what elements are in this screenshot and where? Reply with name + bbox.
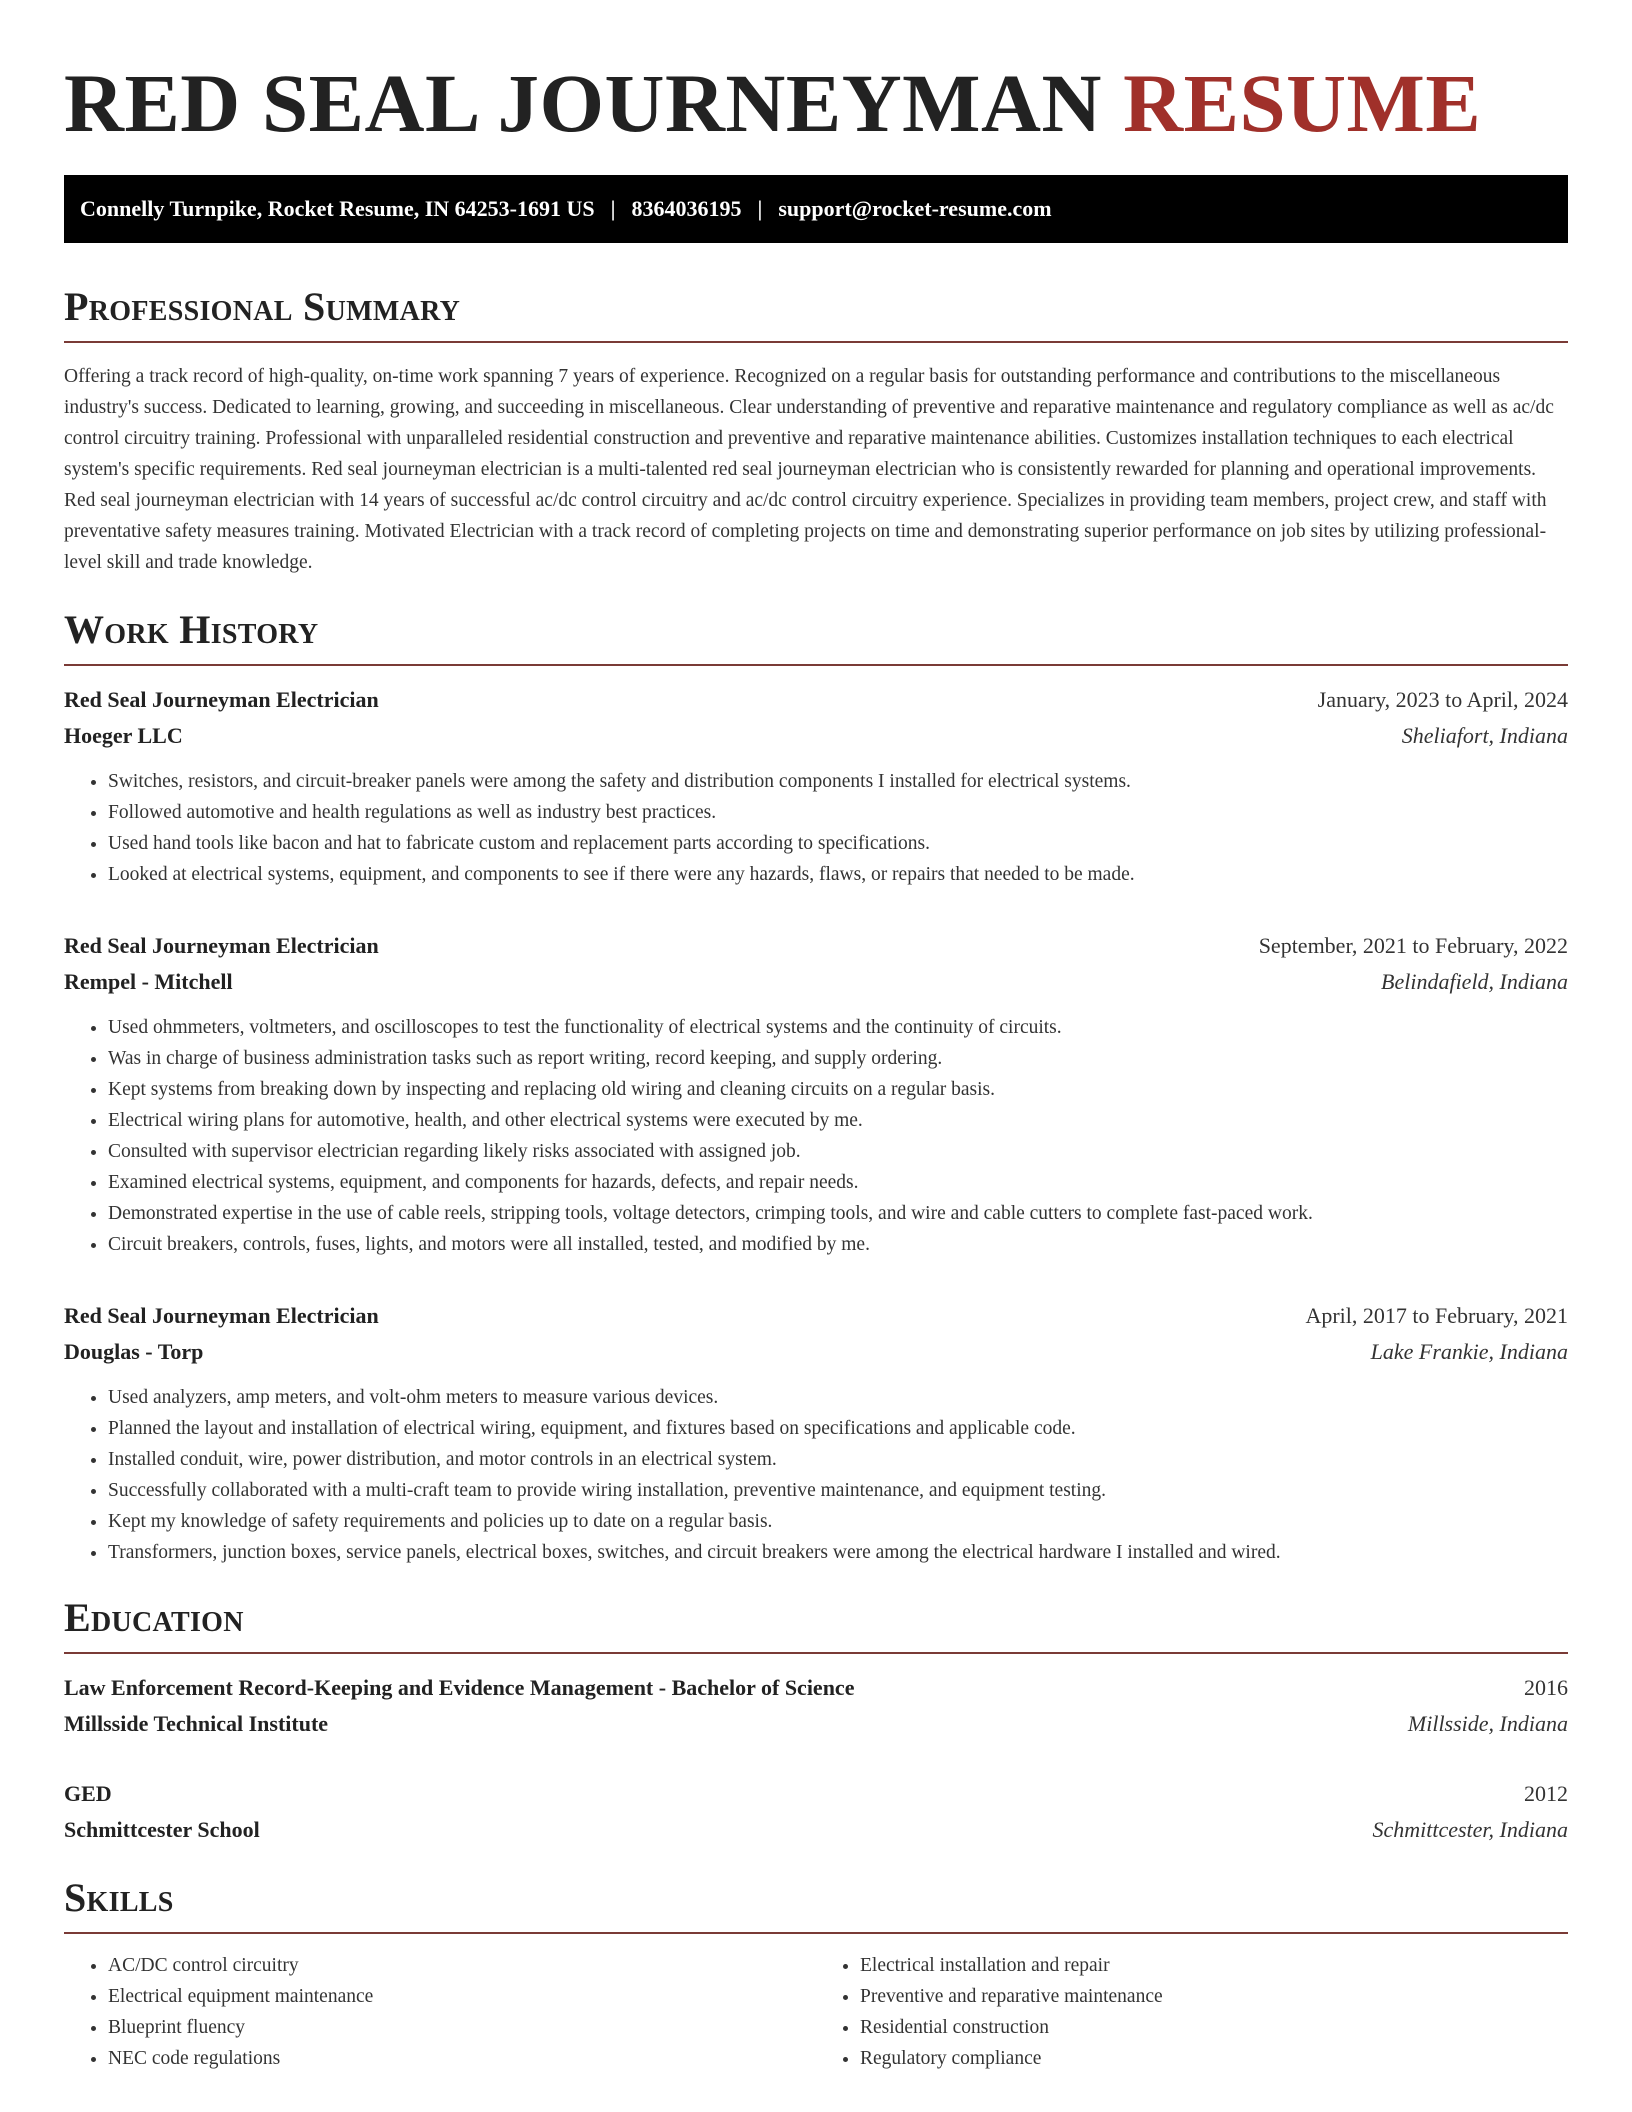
job-entry: [64, 682, 1568, 890]
contact-address: Connelly Turnpike, Rocket Resume, IN 64253-1691 US: [80, 196, 595, 222]
job-entry: [64, 928, 1568, 1260]
job-duty: • Demonstrated expertise in the use of cable reels, stripping tools, voltage detectors, crimping tools, and wire and cable cutters to complete fast-paced work.: [108, 1198, 1568, 1229]
job-duty: • Followed automotive and health regulations as well as industry best practices.: [108, 797, 1568, 828]
summary-section: [64, 285, 1568, 578]
job-dates: April, 2017 to February, 2021: [1305, 1303, 1568, 1329]
job-duty: • Kept my knowledge of safety requirements and policies up to date on a regular basis.: [108, 1506, 1568, 1537]
job-location: Sheliafort, Indiana: [1401, 723, 1568, 749]
job-duty: • Looked at electrical systems, equipment, and components to see if there were any hazards, flaws, or repairs that needed to be made.: [108, 859, 1568, 890]
contact-email: support@rocket-resume.com: [778, 196, 1052, 222]
education-location: Millsside, Indiana: [1407, 1711, 1568, 1737]
job-duty: • Successfully collaborated with a multi-craft team to provide wiring installation, preventive maintenance, and equipment testing.: [108, 1475, 1568, 1506]
contact-separator: |: [610, 196, 616, 222]
education-year: 2016: [1524, 1675, 1568, 1701]
job-duty: • Kept systems from breaking down by inspecting and replacing old wiring and cleaning circuits on a regular basis.: [108, 1074, 1568, 1105]
education-degree: GED: [64, 1781, 112, 1807]
job-company: Hoeger LLC: [64, 723, 183, 749]
skill-item: • Residential construction: [860, 2012, 1568, 2043]
work-history-heading: Work History: [64, 608, 1568, 666]
summary-heading: Professional Summary: [64, 285, 1568, 343]
job-duties: [64, 1382, 1568, 1568]
skill-item: • AC/DC control circuitry: [108, 1950, 816, 1981]
education-entry: [64, 1670, 1568, 1742]
skills-column-right: [816, 1950, 1568, 2074]
contact-bar: [64, 175, 1568, 243]
contact-phone: 8364036195: [631, 196, 742, 222]
education-entry: [64, 1776, 1568, 1848]
education-location: Schmittcester, Indiana: [1372, 1817, 1568, 1843]
education-section: [64, 1596, 1568, 1848]
job-location: Lake Frankie, Indiana: [1370, 1339, 1568, 1365]
work-history-section: [64, 608, 1568, 1568]
education-year: 2012: [1524, 1781, 1568, 1807]
skill-item: • NEC code regulations: [108, 2043, 816, 2074]
job-duty: • Circuit breakers, controls, fuses, lights, and motors were all installed, tested, and modified by me.: [108, 1229, 1568, 1260]
skills-grid: [64, 1950, 1568, 2074]
job-duty: • Was in charge of business administration tasks such as report writing, record keeping, and supply ordering.: [108, 1043, 1568, 1074]
contact-separator: |: [757, 196, 763, 222]
job-location: Belindafield, Indiana: [1381, 969, 1568, 995]
title-main: RED SEAL JOURNEYMAN: [64, 57, 1102, 149]
skills-heading: Skills: [64, 1876, 1568, 1934]
job-duties: [64, 766, 1568, 890]
job-duty: • Used analyzers, amp meters, and volt-ohm meters to measure various devices.: [108, 1382, 1568, 1413]
skill-item: • Regulatory compliance: [860, 2043, 1568, 2074]
job-entry: [64, 1298, 1568, 1568]
skill-item: • Preventive and reparative maintenance: [860, 1981, 1568, 2012]
education-school: Schmittcester School: [64, 1817, 260, 1843]
job-company: Rempel - Mitchell: [64, 969, 233, 995]
job-dates: January, 2023 to April, 2024: [1317, 687, 1568, 713]
job-duty: • Used hand tools like bacon and hat to fabricate custom and replacement parts according to specifications.: [108, 828, 1568, 859]
education-school: Millsside Technical Institute: [64, 1711, 329, 1737]
job-duties: [64, 1012, 1568, 1260]
skill-item: • Electrical installation and repair: [860, 1950, 1568, 1981]
skill-item: • Blueprint fluency: [108, 2012, 816, 2043]
skill-item: • Electrical equipment maintenance: [108, 1981, 816, 2012]
job-duty: • Transformers, junction boxes, service panels, electrical boxes, switches, and circuit breakers were among the electrical hardware I installed and wired.: [108, 1537, 1568, 1568]
skills-column-left: [64, 1950, 816, 2074]
job-title: Red Seal Journeyman Electrician: [64, 933, 379, 959]
resume-title: [64, 58, 1568, 149]
job-duty: • Examined electrical systems, equipment, and components for hazards, defects, and repair needs.: [108, 1167, 1568, 1198]
job-title: Red Seal Journeyman Electrician: [64, 1303, 379, 1329]
job-duty: • Switches, resistors, and circuit-breaker panels were among the safety and distribution components I installed for electrical systems.: [108, 766, 1568, 797]
job-duty: • Electrical wiring plans for automotive, health, and other electrical systems were executed by me.: [108, 1105, 1568, 1136]
job-duty: • Planned the layout and installation of electrical wiring, equipment, and fixtures based on specifications and applicable code.: [108, 1413, 1568, 1444]
education-degree: Law Enforcement Record-Keeping and Evidence Management - Bachelor of Science: [64, 1675, 855, 1701]
job-title: Red Seal Journeyman Electrician: [64, 687, 379, 713]
skills-section: [64, 1876, 1568, 2074]
job-duty: • Installed conduit, wire, power distribution, and motor controls in an electrical system.: [108, 1444, 1568, 1475]
summary-text: Offering a track record of high-quality, on-time work spanning 7 years of experience. Recognized on a regular basis for outstanding performance and contributions to the miscellaneous industry's success. Dedicated to learning, growing, and succeeding in miscellaneous. Clear understanding of preventive and reparative maintenance and regulatory compliance as well as ac/dc control circuitry training. Professional with unparalleled residential construction and preventive and reparative maintenance abilities. Customizes installation techniques to each electrical system's specific requirements. Red seal journeyman electrician is a multi-talented red seal journeyman electrician who is consistently rewarded for planning and operational improvements. Red seal journeyman electrician with 14 years of successful ac/dc control circuitry and ac/dc control circuitry experience. Specializes in providing team members, project crew, and staff with preventative safety measures training. Motivated Electrician with a track record of completing projects on time and demonstrating superior performance on job sites by utilizing professional-level skill and trade knowledge.: [64, 366, 1554, 574]
education-heading: Education: [64, 1596, 1568, 1654]
job-duty: • Consulted with supervisor electrician regarding likely risks associated with assigned job.: [108, 1136, 1568, 1167]
job-company: Douglas - Torp: [64, 1339, 204, 1365]
job-dates: September, 2021 to February, 2022: [1258, 933, 1568, 959]
job-duty: • Used ohmmeters, voltmeters, and oscilloscopes to test the functionality of electrical systems and the continuity of circuits.: [108, 1012, 1568, 1043]
title-accent: RESUME: [1123, 57, 1482, 149]
